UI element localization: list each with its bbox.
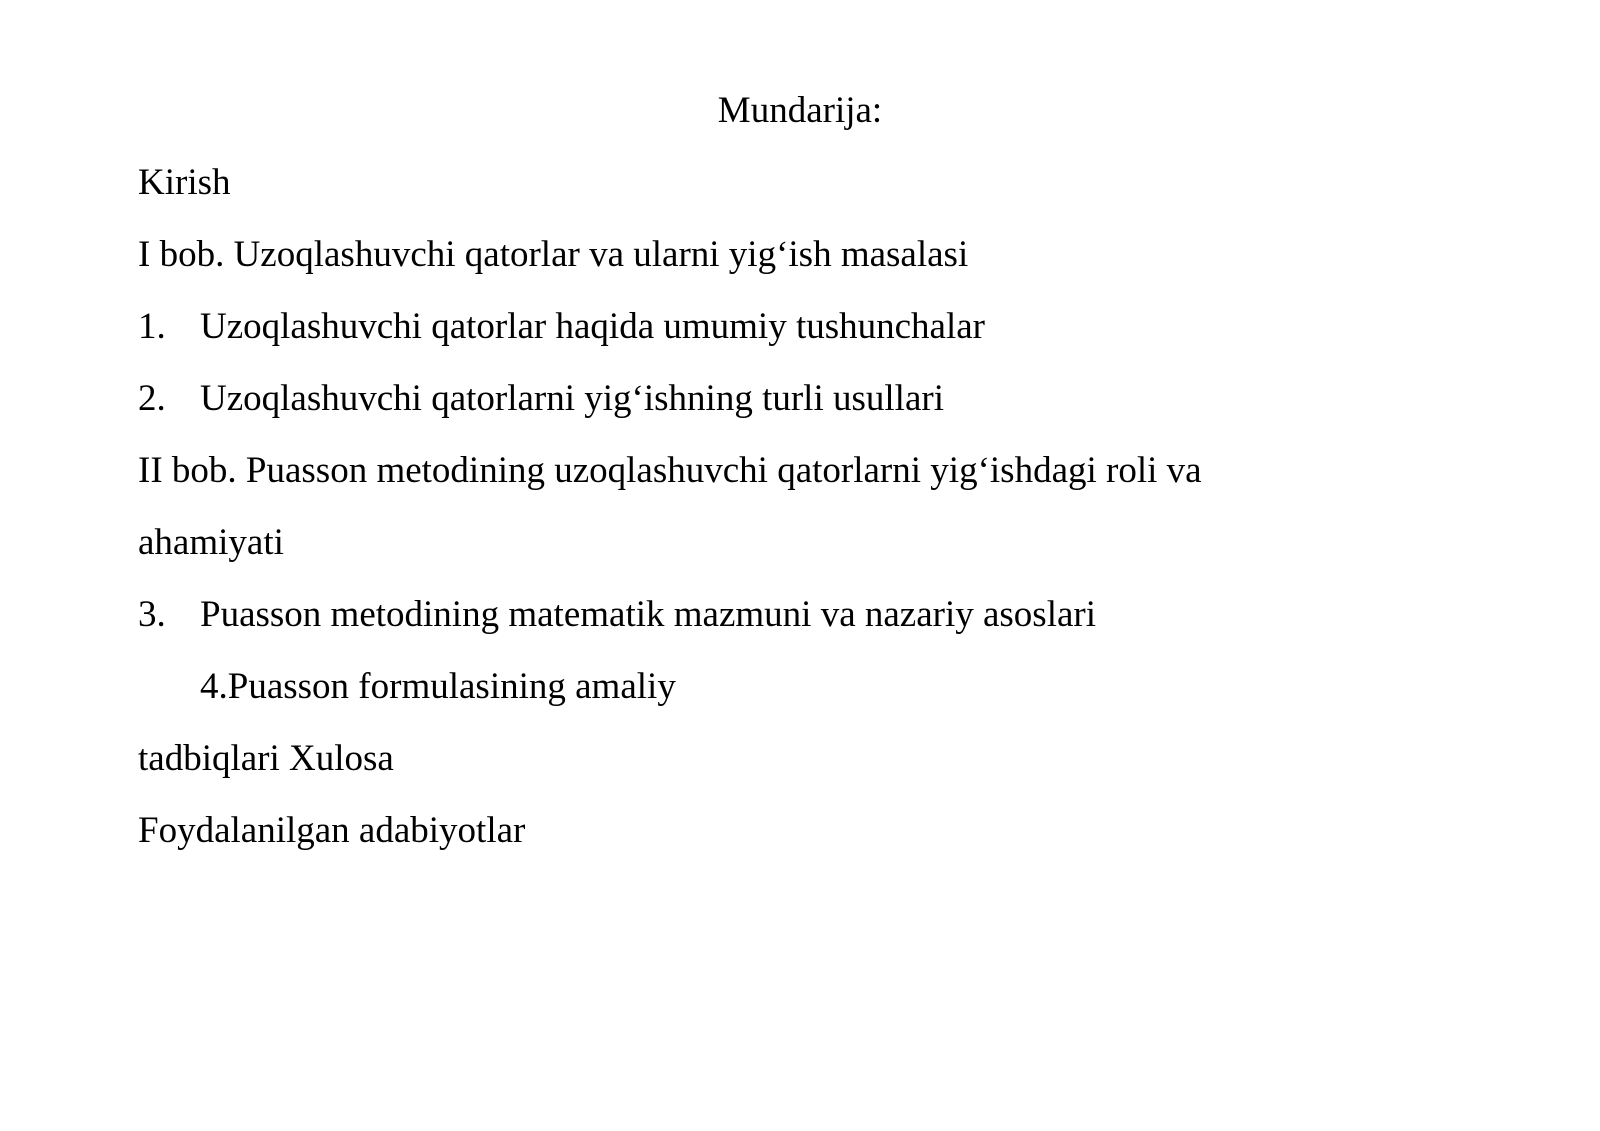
toc-section-number: 1. bbox=[138, 306, 166, 347]
toc-chapter-2: II bob. Puasson metodining uzoqlashuvchi qatorlarni yig‘ishdagi roli va bbox=[138, 450, 1202, 491]
toc-chapter-1: I bob. Uzoqlashuvchi qatorlar va ularni yig‘ish masalasi bbox=[138, 234, 969, 275]
toc-section-number: 3. bbox=[138, 594, 166, 635]
toc-section-3 bbox=[138, 596, 1096, 633]
toc-chapter-2-continued: ahamiyati bbox=[138, 522, 284, 563]
toc-section-1 bbox=[138, 308, 985, 345]
page-title: Mundarija: bbox=[717, 90, 883, 131]
toc-section-2 bbox=[138, 380, 944, 417]
toc-section-label: Puasson metodining matematik mazmuni va nazariy asoslari bbox=[200, 594, 1097, 635]
toc-section-4: 4.Puasson formulasining amaliy bbox=[200, 666, 676, 707]
toc-section-label: Uzoqlashuvchi qatorlarni yig‘ishning turli usullari bbox=[200, 378, 944, 419]
toc-section-4-continued: tadbiqlari Xulosa bbox=[138, 738, 394, 779]
toc-entry-references: Foydalanilgan adabiyotlar bbox=[138, 810, 526, 851]
toc-section-number: 2. bbox=[138, 378, 166, 419]
toc-entry-kirish: Kirish bbox=[138, 162, 231, 203]
toc-section-label: Uzoqlashuvchi qatorlar haqida umumiy tushunchalar bbox=[200, 306, 986, 347]
